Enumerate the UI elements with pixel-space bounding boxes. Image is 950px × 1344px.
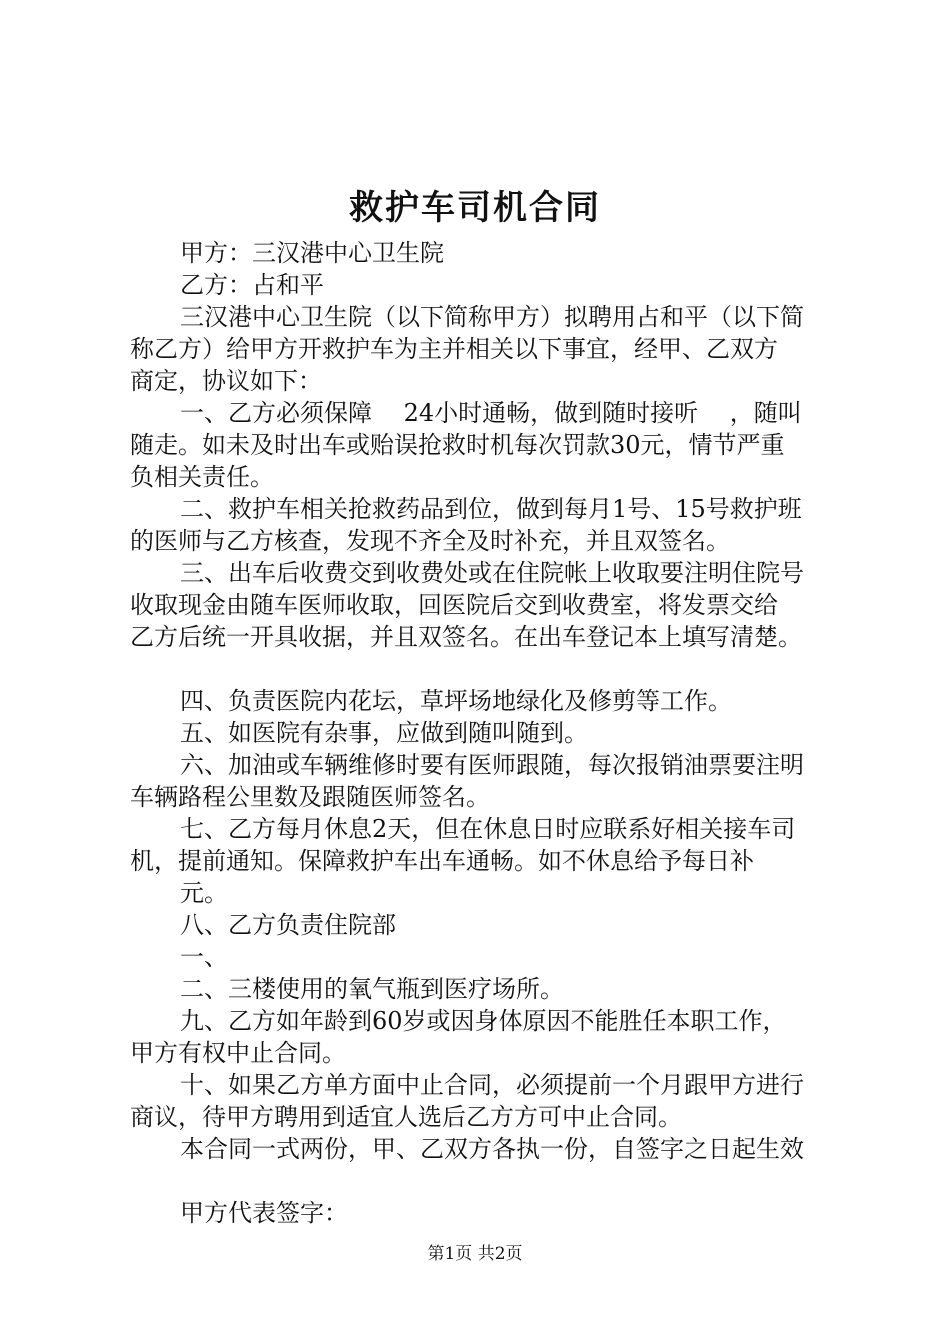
intro-line-3: 商定，协议如下： [130, 367, 322, 395]
clause-3-line-3: 乙方后统一开具收据，并且双签名。在出车登记本上填写清楚。 [130, 623, 802, 651]
clause-8-line-3: 二、三楼使用的氧气瓶到医疗场所。 [180, 975, 564, 1003]
page-footer: 第1页 共2页 [427, 1244, 523, 1264]
clause-8-line-2: 一、 [180, 943, 228, 971]
clause-1-line-1: 一、乙方必须保障 24小时通畅，做到随时接听 ，随叫 [180, 399, 802, 427]
clause-1-line-3: 负相关责任。 [130, 463, 274, 491]
clause-5-line: 五、如医院有杂事，应做到随叫随到。 [180, 719, 588, 747]
clause-9-line-2: 甲方有权中止合同。 [130, 1039, 346, 1067]
clause-6-line-1: 六、加油或车辆维修时要有医师跟随，每次报销油票要注明 [180, 751, 804, 779]
clause-7-line-1: 七、乙方每月休息2天，但在休息日时应联系好相关接车司 [180, 815, 796, 843]
clause-4-line: 四、负责医院内花坛，草坪场地绿化及修剪等工作。 [180, 687, 732, 715]
clause-2-line-2: 的医师与乙方核查，发现不齐全及时补充，并且双签名。 [130, 527, 730, 555]
intro-line-2: 称乙方）给甲方开救护车为主并相关以下事宜，经甲、乙双方 [130, 335, 778, 363]
clause-10-line-1: 十、如果乙方单方面中止合同，必须提前一个月跟甲方进行 [180, 1071, 804, 1099]
party-a-signature-label: 甲方代表签字： [180, 1199, 348, 1227]
clause-2-line-1: 二、救护车相关抢救药品到位，做到每月1号、15号救护班 [180, 495, 802, 523]
clause-1-line-2: 随走。如未及时出车或贻误抢救时机每次罚款30元，情节严重 [130, 431, 785, 459]
clause-7-line-2: 机，提前通知。保障救护车出车通畅。如不休息给予每日补 [130, 847, 754, 875]
clause-9-line-1: 九、乙方如年龄到60岁或因身体原因不能胜任本职工作， [180, 1007, 787, 1035]
party-a-line: 甲方：三汉港中心卫生院 [180, 239, 444, 267]
clause-3-line-2: 收取现金由随车医师收取，回医院后交到收费室，将发票交给 [130, 591, 778, 619]
party-b-line: 乙方：占和平 [180, 271, 324, 299]
clause-3-line-1: 三、出车后收费交到收费处或在住院帐上收取要注明住院号 [180, 559, 804, 587]
closing-line: 本合同一式两份，甲、乙双方各执一份，自签字之日起生效 [180, 1135, 804, 1163]
clause-6-line-2: 车辆路程公里数及跟随医师签名。 [130, 783, 490, 811]
clause-10-line-2: 商议，待甲方聘用到适宜人选后乙方方可中止合同。 [130, 1103, 682, 1131]
contract-title: 救护车司机合同 [349, 188, 601, 228]
clause-8-line-1: 八、乙方负责住院部 [180, 911, 396, 939]
intro-line-1: 三汉港中心卫生院（以下简称甲方）拟聘用占和平（以下简 [180, 303, 804, 331]
clause-7-line-3: 元。 [180, 879, 228, 907]
